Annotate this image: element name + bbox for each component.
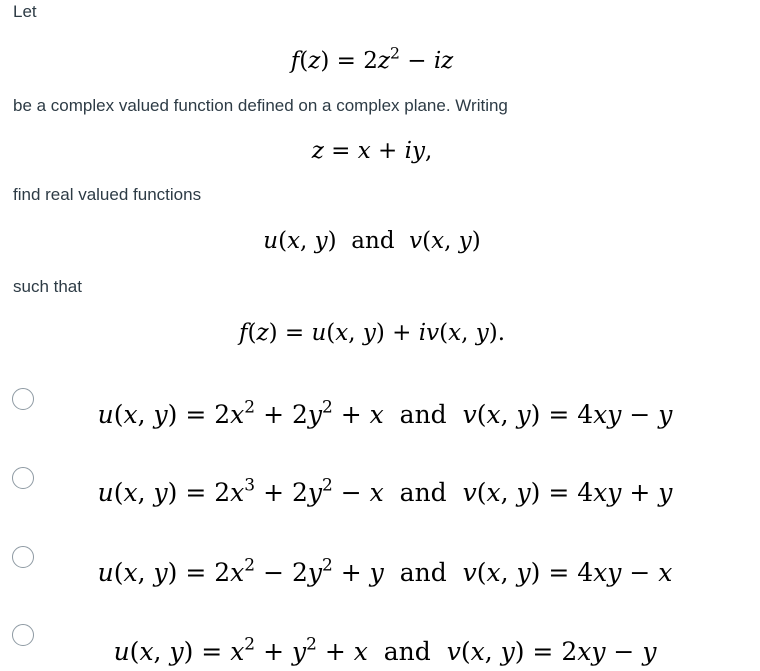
sentence-complex-function: be a complex valued function defined on a complex plane. Writing xyxy=(13,96,508,115)
answer-option-4[interactable] xyxy=(0,610,760,670)
option-label: u(x, $y) = x^2 + y^2 + x$ and v(x, y) = 2xy − y xyxy=(113,634,657,666)
option-label: u(x, $y) = 2x^2 - 2y^2 + y$ and v(x, y) = 4xy − x xyxy=(97,555,673,587)
option-label: u(x, $y) = 2x^2 + 2y^2 + x$ and v(x, y) = 4xy − y xyxy=(97,397,673,429)
answer-option-1[interactable] xyxy=(0,378,760,438)
radio-button[interactable] xyxy=(12,388,34,410)
option-label: u(x, $y) = 2x^3 + 2y^2 - x$ and v(x, y) = 4xy + y xyxy=(97,475,673,507)
sentence-such-that: such that xyxy=(13,277,82,296)
equation-f-definition: $f(z) = 2z^2$ − iz xyxy=(290,43,454,74)
equation-u-and-v: u(x, y) and v(x, y) xyxy=(263,228,481,254)
radio-button[interactable] xyxy=(12,467,34,489)
sentence-find-functions: find real valued functions xyxy=(13,185,202,204)
equation-z-definition: z = x + iy, xyxy=(311,138,433,164)
intro-text: Let xyxy=(13,2,37,21)
equation-f-decomposition: f(z) = u(x, y) + iv(x, y). xyxy=(238,320,506,346)
radio-button[interactable] xyxy=(12,546,34,568)
answer-option-3[interactable] xyxy=(0,538,760,598)
radio-button[interactable] xyxy=(12,624,34,646)
answer-option-2[interactable] xyxy=(0,458,760,518)
